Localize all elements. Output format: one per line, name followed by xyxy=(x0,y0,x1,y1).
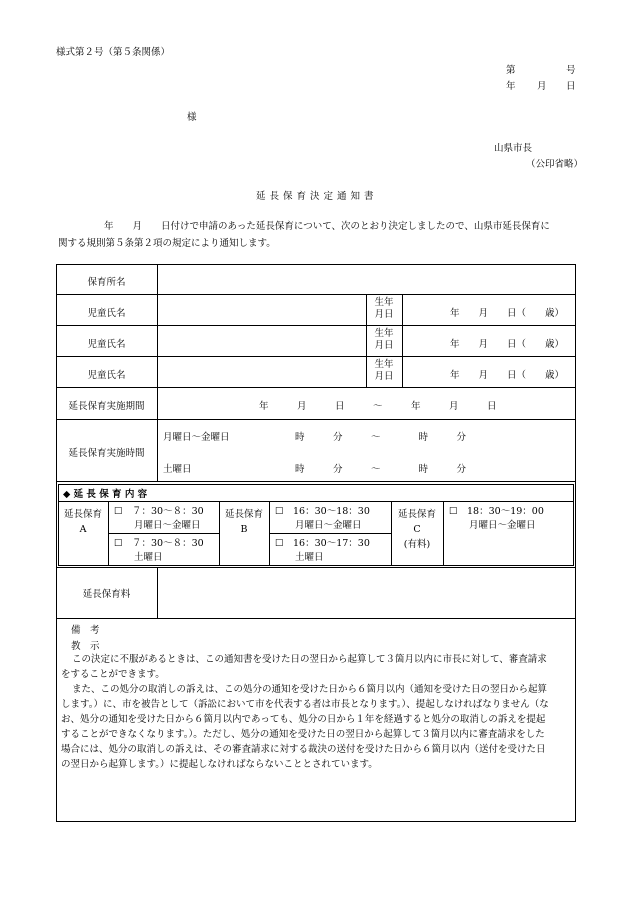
row-divider xyxy=(56,481,576,482)
saturday-time-value: 時 分 〜 時 分 xyxy=(295,464,467,475)
weekday-label: 月曜日〜金曜日 xyxy=(163,432,230,443)
number-prefix: 第 xyxy=(506,65,516,76)
notice-line: お、処分の通知を受けた日から６箇月以内であっても、処分の日から１年を経過すると処分の取消しの訴えを提起 xyxy=(61,714,546,725)
row-divider xyxy=(108,533,219,534)
row-divider xyxy=(269,533,391,534)
notice-line: この決定に不服があるときは、この通知書を受けた日の翌日から起算して３箇月以内に市長に対して、審査請求 xyxy=(72,654,547,665)
birth-value: 年 月 日（ 歳） xyxy=(450,308,565,319)
notice-line: 場合には、処分の取消しの訴えは、その審査請求に対する裁決の送付を受けた日から６箇月以内（送付を受けた日 xyxy=(61,744,546,755)
notice-text xyxy=(61,652,549,772)
date-month: 月 xyxy=(537,81,547,92)
fee-label: 延長保育料 xyxy=(82,589,131,600)
period-label: 延長保育実施期間 xyxy=(68,401,145,412)
child-label: 児童氏名 xyxy=(87,370,126,381)
time-label: 延長保育実施時間 xyxy=(68,448,145,459)
col-divider xyxy=(443,501,444,566)
weekday-time-value: 時 分 〜 時 分 xyxy=(295,432,467,443)
row-divider xyxy=(56,356,576,357)
row-divider xyxy=(56,294,576,295)
nursery-label: 保育所名 xyxy=(87,277,126,288)
birth-value: 年 月 日（ 歳） xyxy=(450,370,565,381)
notice-line: また、この処分の取消しの訴えは、この処分の通知を受けた日から６箇月以内（通知を受けた日の翌日から起算 xyxy=(72,684,548,695)
group-c-label: 延長保育 C (有料) xyxy=(397,509,436,550)
col-divider xyxy=(157,567,158,618)
option-a2[interactable]: ☐ ７：30〜８：30 土曜日 xyxy=(114,538,204,563)
option-a1[interactable]: ☐ ７：30〜８：30 月曜日〜金曜日 xyxy=(114,506,204,531)
content-header: ◆ 延 長 保 育 内 容 xyxy=(63,489,148,500)
period-value: 年 月 日 〜 年 月 日 xyxy=(259,401,497,412)
content-header-divider xyxy=(58,501,574,502)
intro-line-2: 関する規則第５条第２項の規定により通知します。 xyxy=(58,238,276,249)
option-c1[interactable]: ☐ 18：30〜19：00 月曜日〜金曜日 xyxy=(449,506,544,531)
child-label: 児童氏名 xyxy=(87,308,126,319)
form-id: 様式第２号（第５条関係） xyxy=(56,47,171,58)
row-divider xyxy=(56,419,576,420)
row-divider xyxy=(56,567,576,568)
notice-line: することができなくなります。）。ただし、処分の通知を受けた日の翌日から起算して３箇月以内に審査請求をした xyxy=(61,729,545,740)
notice-label: 教 示 xyxy=(71,641,100,652)
notice-line: の翌日から起算します。）に提起しなければならないこととされています。 xyxy=(61,759,378,770)
document-title: 延長保育決定通知書 xyxy=(256,191,378,202)
remarks-label: 備 考 xyxy=(71,625,100,636)
date-year: 年 xyxy=(506,81,516,92)
birth-label: 生年 月日 xyxy=(374,359,394,382)
recipient-suffix: 様 xyxy=(187,112,197,123)
row-divider xyxy=(56,618,576,619)
option-b2[interactable]: ☐ 16：30〜17：30 土曜日 xyxy=(275,538,370,563)
birth-label: 生年 月日 xyxy=(374,328,394,351)
row-divider xyxy=(56,325,576,326)
notice-line: をすることができます。 xyxy=(61,669,165,680)
child-label: 児童氏名 xyxy=(87,339,126,350)
col-divider xyxy=(157,264,158,481)
intro-line-1: 年 月 日付けで申請のあった延長保育について、次のとおり決定しましたので、山県市延長保育に xyxy=(104,221,550,232)
saturday-label: 土曜日 xyxy=(163,464,192,475)
issuer: 山県市長 xyxy=(494,143,533,154)
date-day: 日 xyxy=(566,81,576,92)
number-suffix: 号 xyxy=(566,65,576,76)
notice-line: します。）に、市を被告として（訴訟において市を代表する者は市長となります。）、提起しなければなりません（な xyxy=(61,699,549,710)
seal-note: （公印省略） xyxy=(526,159,584,170)
birth-label: 生年 月日 xyxy=(374,297,394,320)
option-b1[interactable]: ☐ 16：30〜18：30 月曜日〜金曜日 xyxy=(275,506,370,531)
group-a-label: 延長保育 A xyxy=(63,509,102,535)
col-divider xyxy=(402,294,403,387)
group-b-label: 延長保育 B xyxy=(224,509,263,535)
row-divider xyxy=(56,387,576,388)
birth-value: 年 月 日（ 歳） xyxy=(450,339,565,350)
